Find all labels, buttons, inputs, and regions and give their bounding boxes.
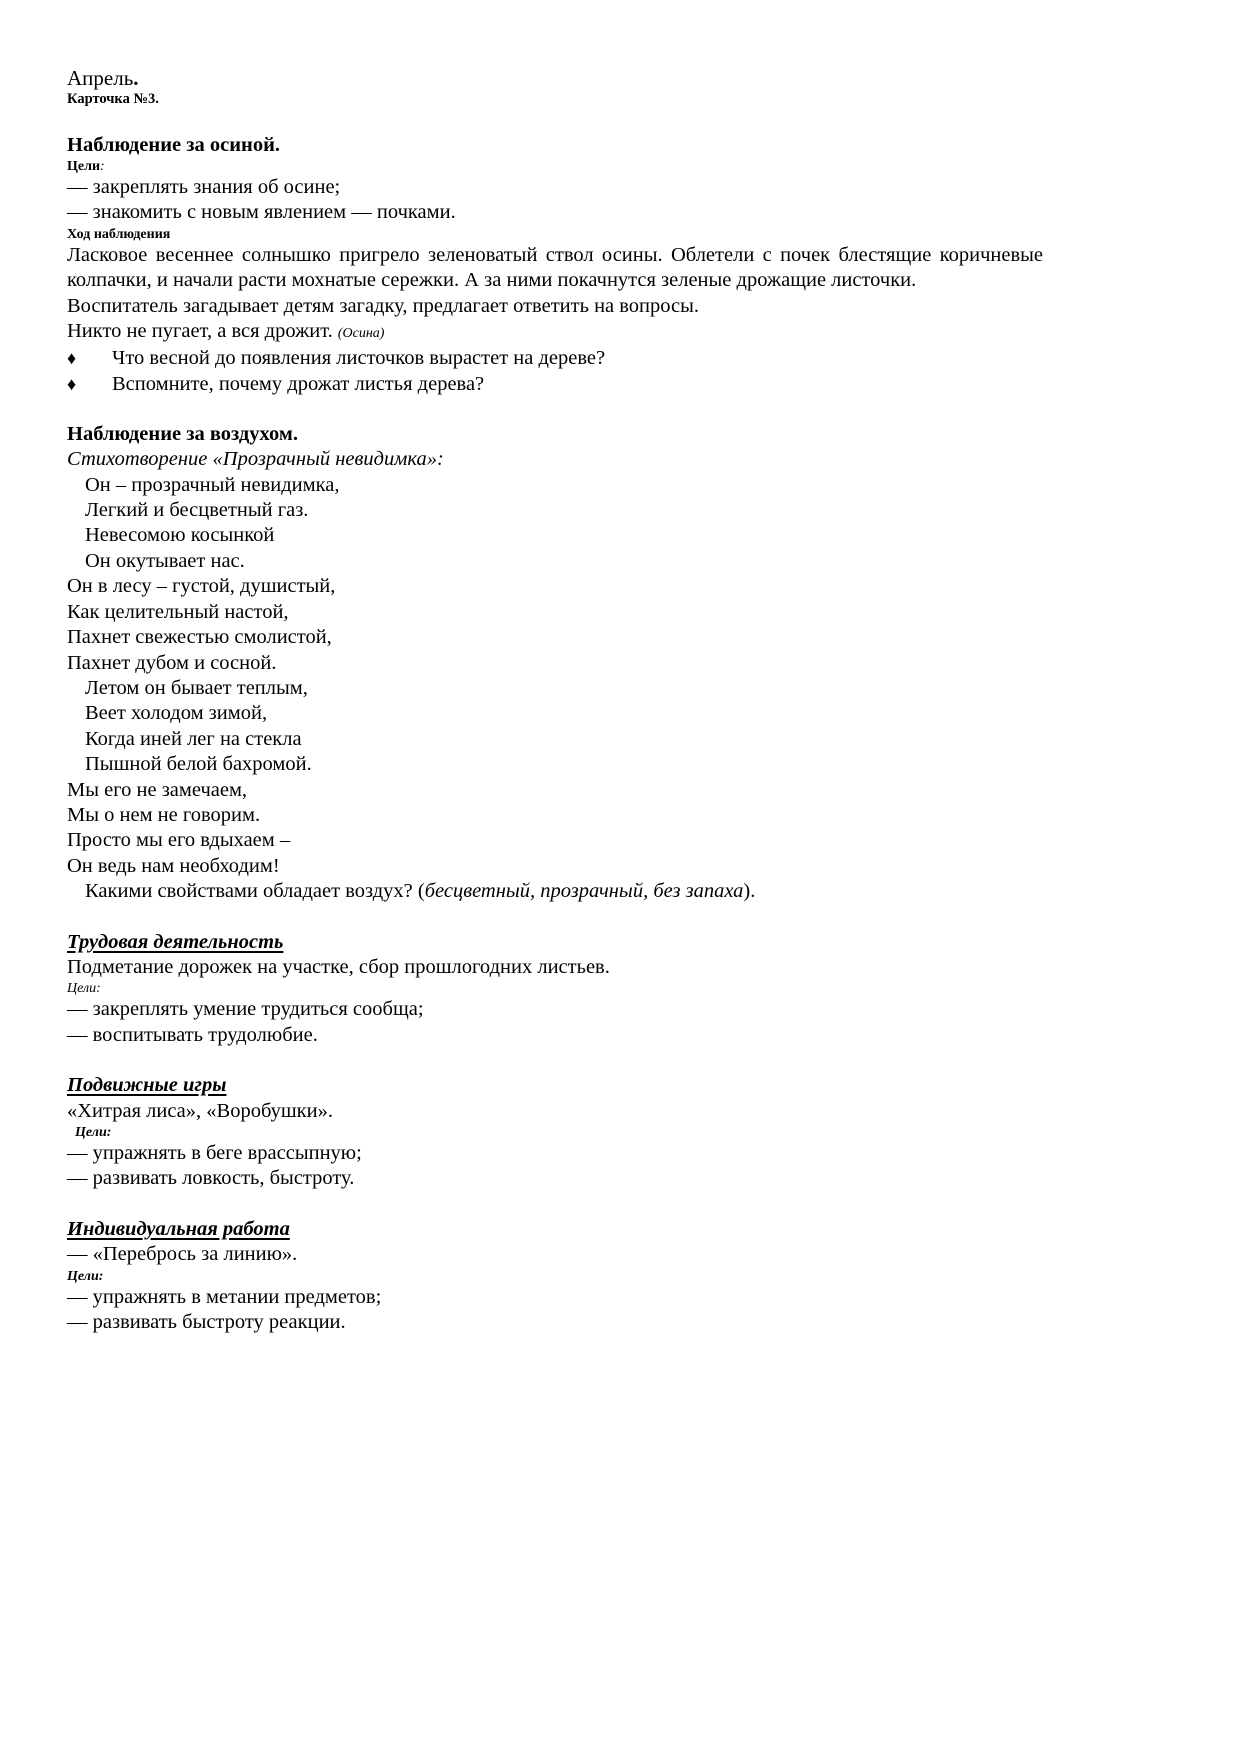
poem-line: Он окутывает нас. [85,549,245,572]
labor-title: Трудовая деятельность [67,930,284,953]
section-individual-work [67,1217,1043,1336]
aspen-progress-label: Ход наблюдения [67,226,171,242]
poem-line: Невесомою косынкой [85,524,275,547]
poem-line: Когда иней лег на стекла [85,727,302,750]
games-title: Подвижные игры [67,1074,227,1097]
diamond-bullet-icon: ♦ [67,373,77,394]
poem-line: Мы его не замечаем, [67,778,248,801]
section-labor [67,930,1043,1049]
labor-goal-2: — воспитывать трудолюбие. [67,1023,318,1046]
section-air-observation [67,422,1043,904]
aspen-goals-label: Цели: [67,159,105,174]
games-goal-2: — развивать ловкость, быстроту. [67,1167,355,1190]
month-heading: Апрель. [67,66,139,90]
individual-task: — «Перебрось за линию». [67,1243,298,1266]
poem-line: Мы о нем не говорим. [67,803,261,826]
question-1: ♦ Что весной до появления листочков вырастет на дереве? [67,346,1043,371]
aspen-title: Наблюдение за осиной. [67,134,281,156]
poem-line: Пахнет свежестью смолистой, [67,626,332,649]
aspen-goal-1: — закреплять знания об осине; [67,176,341,198]
games-task: «Хитрая лиса», «Воробушки». [67,1099,333,1122]
poem-line: Летом он бывает теплым, [85,676,308,699]
poem-line: Он – прозрачный невидимка, [85,473,340,496]
section-games [67,1073,1043,1192]
poem-line: Он ведь нам необходим! [67,854,280,877]
poem [67,473,1043,880]
individual-goals-label: Цели: [67,1268,104,1284]
poem-line: Легкий и бесцветный газ. [85,499,309,522]
games-goals-label: Цели: [75,1125,112,1140]
teacher-line: Воспитатель загадывает детям загадку, предлагает ответить на вопросы. [67,294,700,317]
document-page [67,66,1043,1335]
question-2: ♦ Вспомните, почему дрожат листья дерева? [67,372,1043,397]
riddle-answer: (Осина) [337,326,385,342]
labor-task: Подметание дорожек на участке, сбор прошлогодних листьев. [67,955,610,978]
air-question: Какими свойствами обладает воздух? (бесцветный, прозрачный, без запаха). [85,880,756,903]
diamond-bullet-icon: ♦ [67,348,77,369]
labor-goals-label: Цели: [67,981,101,997]
section-aspen-observation [67,133,1043,397]
poem-line: Пышной белой бахромой. [85,753,312,776]
air-answer: бесцветный, прозрачный, без запаха [424,880,744,903]
poem-line: Он в лесу – густой, душистый, [67,575,336,598]
aspen-paragraph: Ласковое весеннее солнышко пригрело зеленоватый ствол осины. Облетели с почек блестящие коричневые колпачки, и начали расти мохнатые сережки. А за ними покачнутся зеленые дрожащие листочки. [67,243,1043,292]
poem-line: Просто мы его вдыхаем – [67,829,291,852]
poem-line: Как целительный настой, [67,600,289,623]
individual-goal-1: — упражнять в метании предметов; [67,1285,382,1308]
labor-goal-1: — закреплять умение трудиться сообща; [67,998,424,1021]
aspen-goal-2: — знакомить с новым явлением — почками. [67,201,456,224]
poem-label: Стихотворение «Прозрачный невидимка»: [67,448,444,471]
riddle: Никто не пугает, а вся дрожит. (Осина) [67,320,385,343]
poem-line: Веет холодом зимой, [85,702,268,725]
air-title: Наблюдение за воздухом. [67,423,298,446]
poem-line: Пахнет дубом и сосной. [67,651,277,674]
games-goal-1: — упражнять в беге врассыпную; [67,1142,362,1164]
individual-goal-2: — развивать быстроту реакции. [67,1311,346,1334]
card-number: Карточка №3. [67,91,159,107]
individual-title: Индивидуальная работа [67,1217,290,1240]
